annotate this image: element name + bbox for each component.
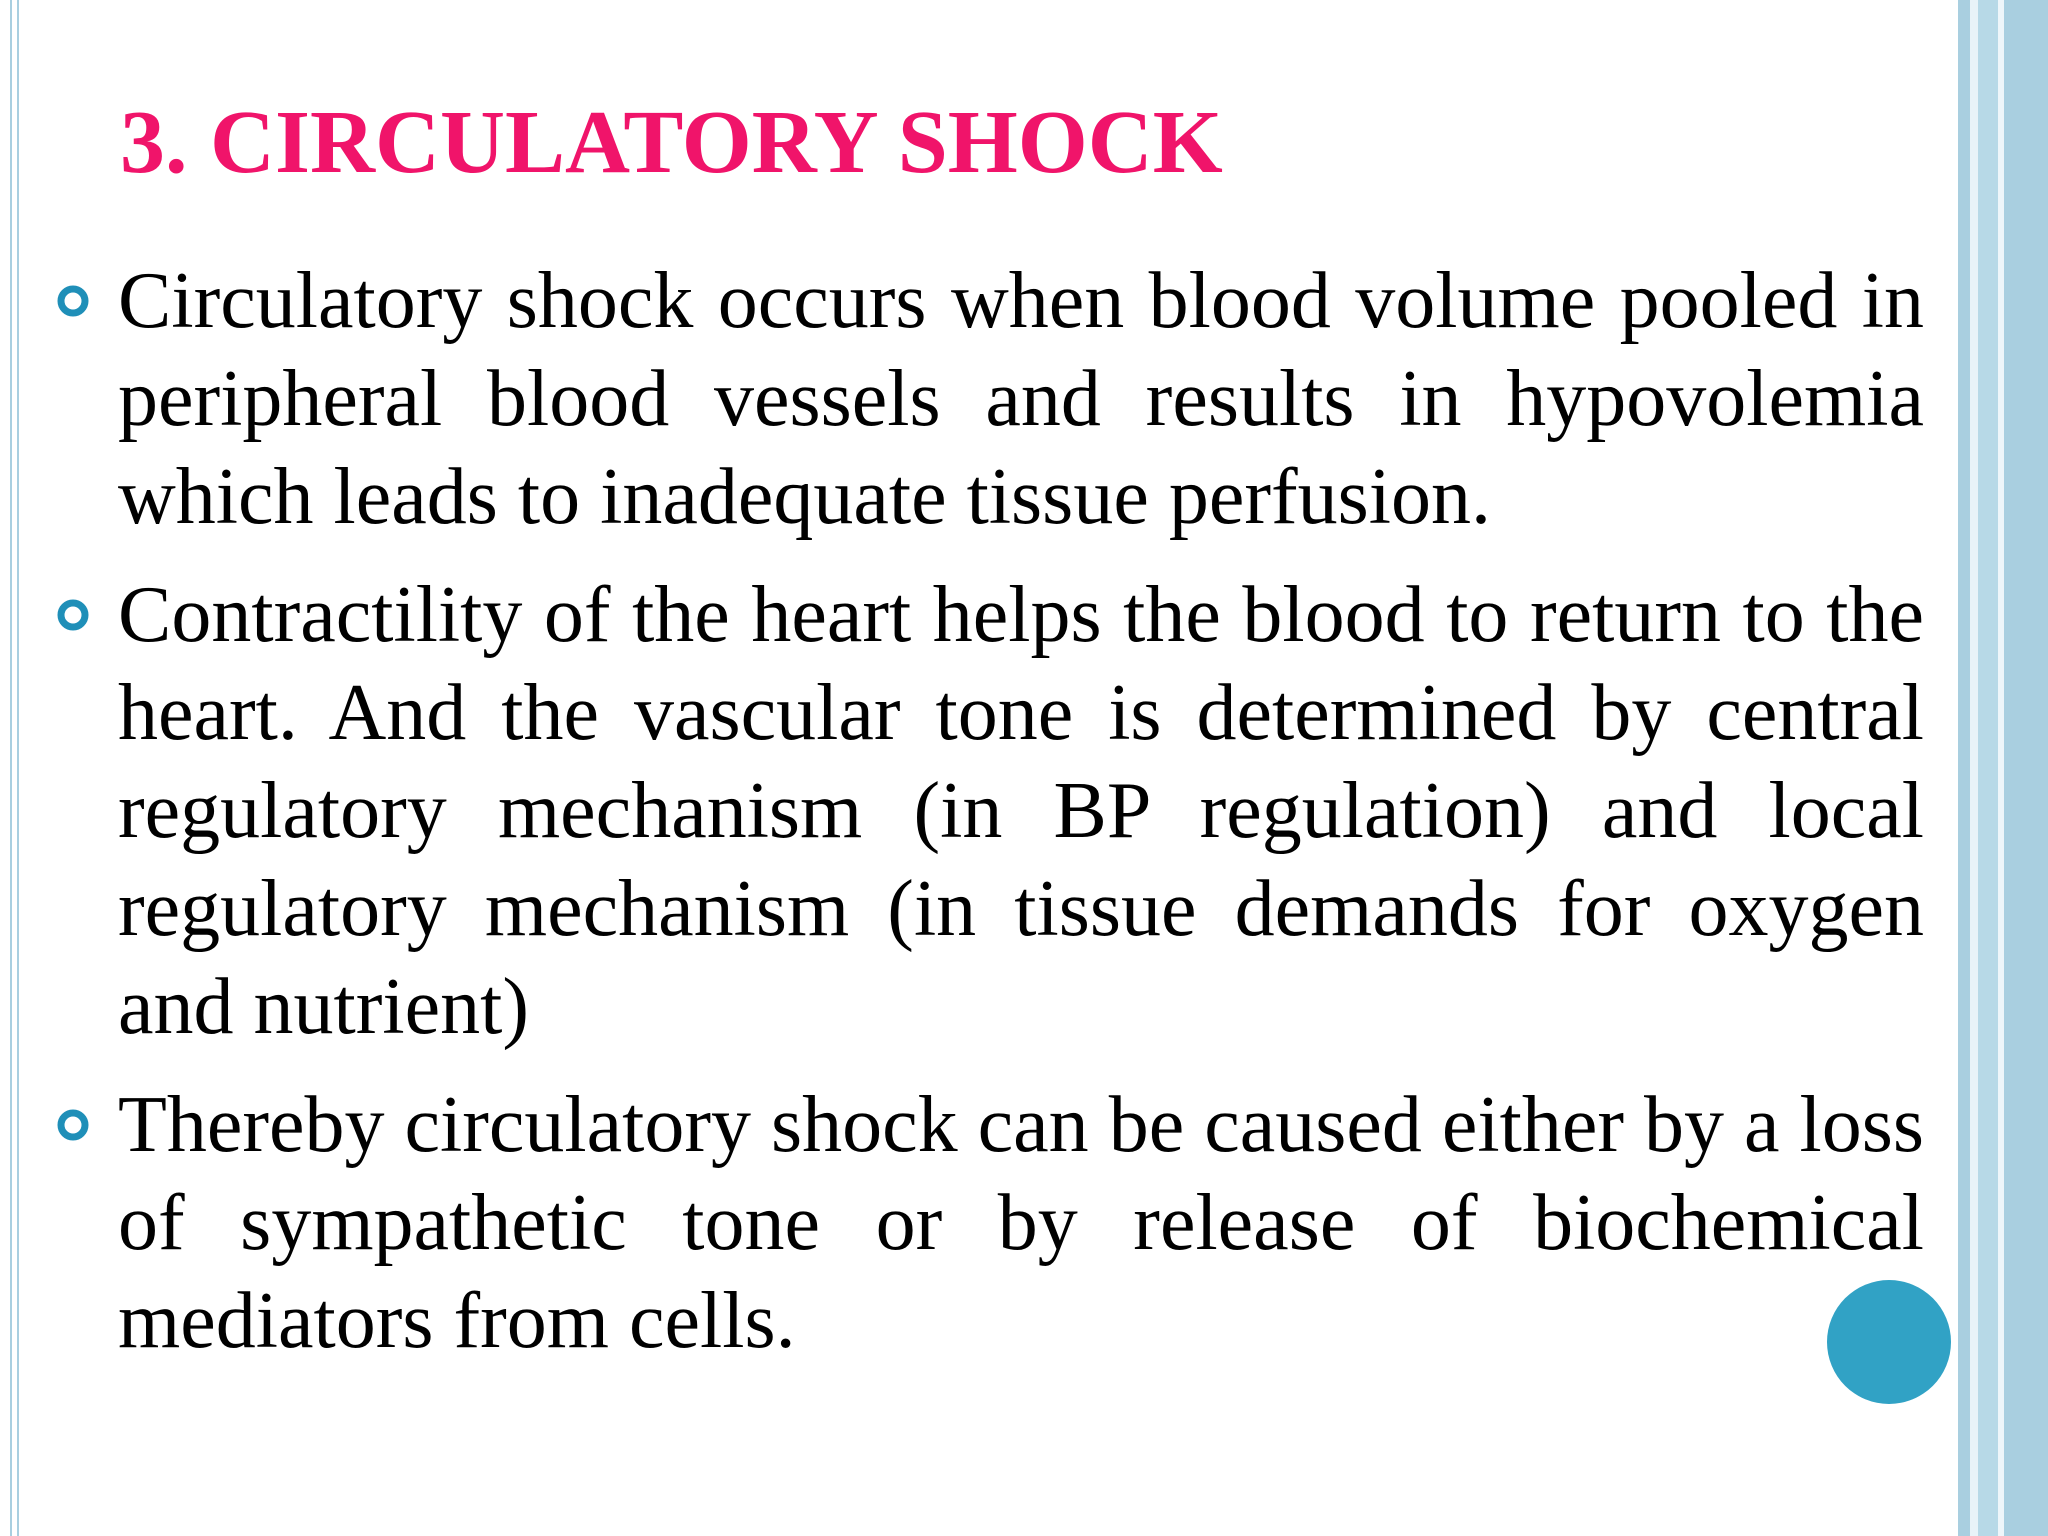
ring-bullet-icon bbox=[56, 566, 118, 664]
bullet-item bbox=[56, 566, 1924, 1056]
bullet-text: Contractility of the heart helps the blood to return to the heart. And the vascular tone is determined by central regulatory mechanism (in BP regulation) and local regulatory mechanism (in tissue demands for oxygen and nutrient) bbox=[118, 571, 1924, 1051]
left-border-line bbox=[10, 0, 12, 1536]
bullet-item bbox=[56, 1076, 1924, 1370]
bullet-item bbox=[56, 252, 1924, 546]
right-border-band bbox=[2004, 0, 2048, 1536]
right-border-band bbox=[1958, 0, 1970, 1536]
right-border-band bbox=[1970, 0, 1978, 1536]
bullet-list bbox=[56, 252, 1924, 1390]
ring-bullet-icon bbox=[56, 252, 118, 350]
left-border-line bbox=[17, 0, 19, 1536]
accent-circle bbox=[1827, 1280, 1951, 1404]
right-border-band bbox=[1978, 0, 1998, 1536]
bullet-text: Circulatory shock occurs when blood volume pooled in peripheral blood vessels and results in hypovolemia which leads to inadequate tissue perfusion. bbox=[118, 257, 1924, 541]
slide-title: 3. CIRCULATORY SHOCK bbox=[120, 93, 1223, 192]
ring-bullet-icon bbox=[56, 1076, 118, 1174]
bullet-text: Thereby circulatory shock can be caused either by a loss of sympathetic tone or by release of biochemical mediators from cells. bbox=[118, 1081, 1924, 1365]
